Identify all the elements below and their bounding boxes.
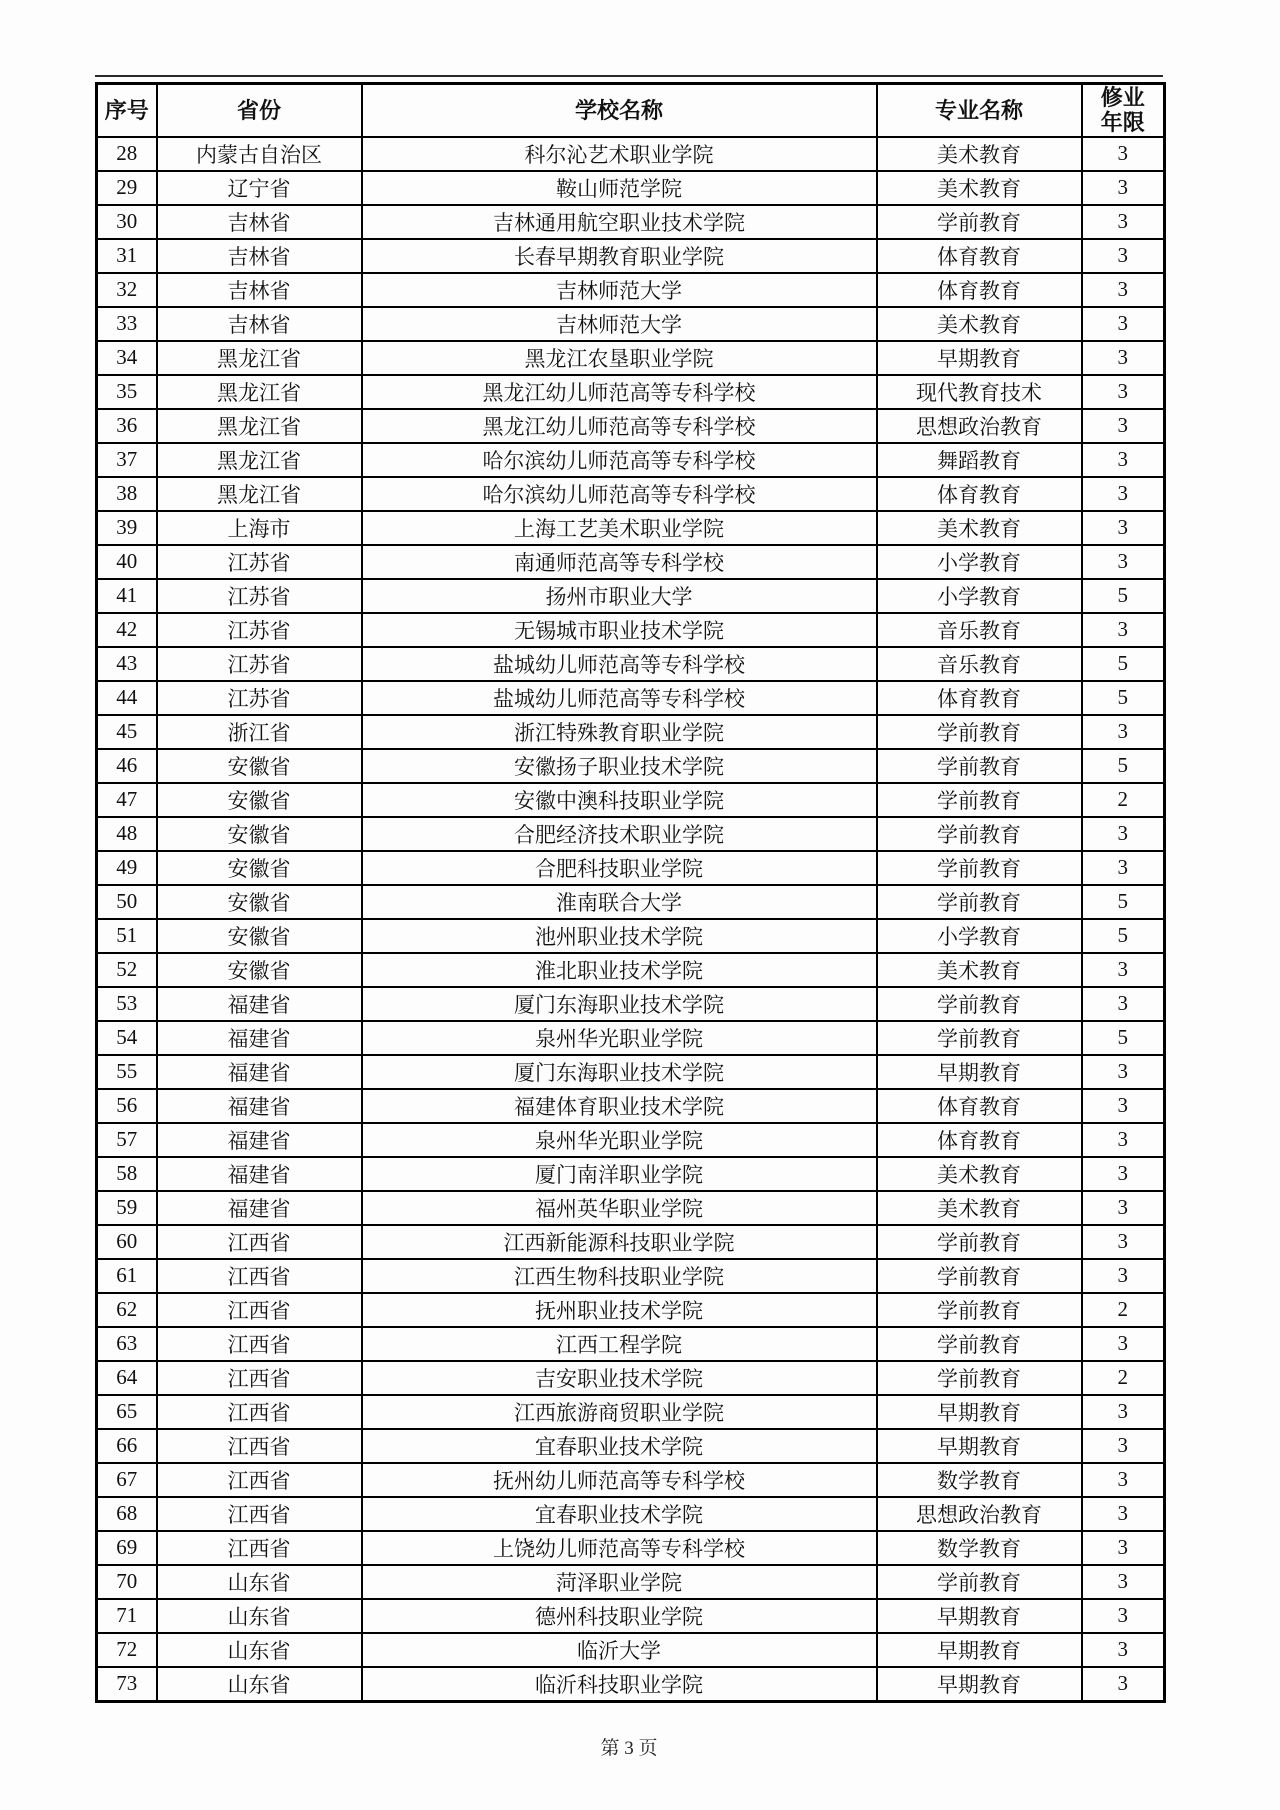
row-index-cell: 60 [97, 1225, 157, 1259]
duration-years-cell: 3 [1082, 409, 1165, 443]
school-name-cell: 宜春职业技术学院 [362, 1497, 877, 1531]
province-cell: 江西省 [157, 1531, 362, 1565]
duration-years-cell: 3 [1082, 1055, 1165, 1089]
school-name-cell: 福州英华职业学院 [362, 1191, 877, 1225]
school-name-cell: 江西生物科技职业学院 [362, 1259, 877, 1293]
major-name-cell: 美术教育 [877, 1191, 1082, 1225]
duration-years-cell: 3 [1082, 1191, 1165, 1225]
major-name-cell: 数学教育 [877, 1531, 1082, 1565]
row-index-cell: 54 [97, 1021, 157, 1055]
province-cell: 上海市 [157, 511, 362, 545]
row-index-cell: 32 [97, 273, 157, 307]
major-name-cell: 小学教育 [877, 545, 1082, 579]
table-row [97, 205, 1165, 239]
province-cell: 黑龙江省 [157, 443, 362, 477]
school-name-cell: 吉林师范大学 [362, 307, 877, 341]
major-name-cell: 学前教育 [877, 715, 1082, 749]
duration-years-cell: 3 [1082, 613, 1165, 647]
school-name-cell: 无锡城市职业技术学院 [362, 613, 877, 647]
table-row [97, 1259, 1165, 1293]
school-name-cell: 黑龙江农垦职业学院 [362, 341, 877, 375]
major-name-cell: 体育教育 [877, 239, 1082, 273]
duration-years-cell: 3 [1082, 341, 1165, 375]
duration-years-cell: 3 [1082, 171, 1165, 205]
row-index-cell: 66 [97, 1429, 157, 1463]
province-cell: 山东省 [157, 1633, 362, 1667]
major-name-cell: 学前教育 [877, 885, 1082, 919]
province-cell: 安徽省 [157, 817, 362, 851]
major-name-cell: 美术教育 [877, 171, 1082, 205]
province-cell: 江西省 [157, 1429, 362, 1463]
school-name-cell: 临沂大学 [362, 1633, 877, 1667]
school-name-cell: 宜春职业技术学院 [362, 1429, 877, 1463]
school-name-cell: 厦门东海职业技术学院 [362, 987, 877, 1021]
duration-years-cell: 3 [1082, 1497, 1165, 1531]
duration-years-cell: 5 [1082, 579, 1165, 613]
major-name-cell: 学前教育 [877, 1293, 1082, 1327]
school-name-cell: 厦门南洋职业学院 [362, 1157, 877, 1191]
province-cell: 江西省 [157, 1395, 362, 1429]
row-index-cell: 31 [97, 239, 157, 273]
major-name-cell: 学前教育 [877, 1565, 1082, 1599]
duration-years-cell: 3 [1082, 1259, 1165, 1293]
duration-years-cell: 5 [1082, 681, 1165, 715]
province-cell: 吉林省 [157, 307, 362, 341]
major-name-cell: 美术教育 [877, 1157, 1082, 1191]
row-index-cell: 37 [97, 443, 157, 477]
school-name-cell: 抚州职业技术学院 [362, 1293, 877, 1327]
table-row [97, 137, 1165, 171]
col-header-province: 省份 [157, 84, 362, 137]
duration-years-cell: 2 [1082, 783, 1165, 817]
row-index-cell: 67 [97, 1463, 157, 1497]
row-index-cell: 71 [97, 1599, 157, 1633]
major-name-cell: 学前教育 [877, 1361, 1082, 1395]
school-name-cell: 南通师范高等专科学校 [362, 545, 877, 579]
province-cell: 安徽省 [157, 749, 362, 783]
major-name-cell: 思想政治教育 [877, 1497, 1082, 1531]
duration-years-cell: 3 [1082, 375, 1165, 409]
province-cell: 福建省 [157, 1123, 362, 1157]
table-row [97, 1633, 1165, 1667]
school-name-cell: 安徽中澳科技职业学院 [362, 783, 877, 817]
major-name-cell: 体育教育 [877, 681, 1082, 715]
province-cell: 山东省 [157, 1565, 362, 1599]
school-name-cell: 福建体育职业技术学院 [362, 1089, 877, 1123]
col-header-duration-label: 修业年限 [1100, 85, 1145, 136]
header-row [97, 84, 1165, 137]
major-name-cell: 早期教育 [877, 1633, 1082, 1667]
duration-years-cell: 5 [1082, 885, 1165, 919]
major-name-cell: 体育教育 [877, 1089, 1082, 1123]
table-row [97, 1089, 1165, 1123]
school-name-cell: 黑龙江幼儿师范高等专科学校 [362, 375, 877, 409]
row-index-cell: 29 [97, 171, 157, 205]
major-name-cell: 数学教育 [877, 1463, 1082, 1497]
province-cell: 黑龙江省 [157, 375, 362, 409]
school-name-cell: 上饶幼儿师范高等专科学校 [362, 1531, 877, 1565]
duration-years-cell: 5 [1082, 919, 1165, 953]
province-cell: 山东省 [157, 1599, 362, 1633]
table-row [97, 715, 1165, 749]
school-name-cell: 上海工艺美术职业学院 [362, 511, 877, 545]
duration-years-cell: 5 [1082, 1021, 1165, 1055]
row-index-cell: 51 [97, 919, 157, 953]
major-name-cell: 现代教育技术 [877, 375, 1082, 409]
major-name-cell: 小学教育 [877, 919, 1082, 953]
province-cell: 江西省 [157, 1361, 362, 1395]
table-row [97, 171, 1165, 205]
row-index-cell: 33 [97, 307, 157, 341]
school-name-cell: 吉安职业技术学院 [362, 1361, 877, 1395]
province-cell: 吉林省 [157, 205, 362, 239]
school-name-cell: 吉林通用航空职业技术学院 [362, 205, 877, 239]
row-index-cell: 57 [97, 1123, 157, 1157]
school-name-cell: 淮南联合大学 [362, 885, 877, 919]
table-row [97, 749, 1165, 783]
province-cell: 安徽省 [157, 885, 362, 919]
duration-years-cell: 3 [1082, 851, 1165, 885]
table-row [97, 1395, 1165, 1429]
table-row [97, 375, 1165, 409]
province-cell: 江苏省 [157, 681, 362, 715]
school-name-cell: 扬州市职业大学 [362, 579, 877, 613]
province-cell: 江西省 [157, 1225, 362, 1259]
school-name-cell: 盐城幼儿师范高等专科学校 [362, 681, 877, 715]
row-index-cell: 28 [97, 137, 157, 171]
table-row [97, 647, 1165, 681]
duration-years-cell: 5 [1082, 647, 1165, 681]
major-name-cell: 学前教育 [877, 817, 1082, 851]
col-header-major-name: 专业名称 [877, 84, 1082, 137]
province-cell: 福建省 [157, 1157, 362, 1191]
province-cell: 辽宁省 [157, 171, 362, 205]
table-row [97, 1463, 1165, 1497]
table-row [97, 1191, 1165, 1225]
province-cell: 江苏省 [157, 579, 362, 613]
row-index-cell: 72 [97, 1633, 157, 1667]
major-name-cell: 早期教育 [877, 1429, 1082, 1463]
duration-years-cell: 3 [1082, 477, 1165, 511]
table-row [97, 477, 1165, 511]
province-cell: 黑龙江省 [157, 341, 362, 375]
school-name-cell: 淮北职业技术学院 [362, 953, 877, 987]
province-cell: 福建省 [157, 1021, 362, 1055]
major-name-cell: 美术教育 [877, 307, 1082, 341]
row-index-cell: 42 [97, 613, 157, 647]
school-name-cell: 厦门东海职业技术学院 [362, 1055, 877, 1089]
row-index-cell: 53 [97, 987, 157, 1021]
major-name-cell: 音乐教育 [877, 613, 1082, 647]
row-index-cell: 44 [97, 681, 157, 715]
row-index-cell: 69 [97, 1531, 157, 1565]
province-cell: 江苏省 [157, 613, 362, 647]
school-name-cell: 科尔沁艺术职业学院 [362, 137, 877, 171]
table-row [97, 273, 1165, 307]
school-major-roster-table [95, 82, 1166, 1703]
row-index-cell: 30 [97, 205, 157, 239]
duration-years-cell: 3 [1082, 817, 1165, 851]
duration-years-cell: 3 [1082, 1089, 1165, 1123]
row-index-cell: 61 [97, 1259, 157, 1293]
school-name-cell: 江西旅游商贸职业学院 [362, 1395, 877, 1429]
row-index-cell: 52 [97, 953, 157, 987]
province-cell: 福建省 [157, 1055, 362, 1089]
province-cell: 江西省 [157, 1327, 362, 1361]
row-index-cell: 49 [97, 851, 157, 885]
table-row [97, 1225, 1165, 1259]
province-cell: 江西省 [157, 1259, 362, 1293]
row-index-cell: 62 [97, 1293, 157, 1327]
duration-years-cell: 3 [1082, 545, 1165, 579]
school-name-cell: 菏泽职业学院 [362, 1565, 877, 1599]
col-header-duration [1082, 84, 1165, 137]
school-name-cell: 泉州华光职业学院 [362, 1021, 877, 1055]
row-index-cell: 35 [97, 375, 157, 409]
major-name-cell: 美术教育 [877, 137, 1082, 171]
table-row [97, 1361, 1165, 1395]
table-row [97, 919, 1165, 953]
major-name-cell: 音乐教育 [877, 647, 1082, 681]
col-header-index: 序号 [97, 84, 157, 137]
table-row [97, 1055, 1165, 1089]
table-row [97, 239, 1165, 273]
col-header-school-name: 学校名称 [362, 84, 877, 137]
duration-years-cell: 3 [1082, 1123, 1165, 1157]
major-name-cell: 体育教育 [877, 273, 1082, 307]
school-name-cell: 德州科技职业学院 [362, 1599, 877, 1633]
major-name-cell: 学前教育 [877, 851, 1082, 885]
table-row [97, 1157, 1165, 1191]
row-index-cell: 40 [97, 545, 157, 579]
province-cell: 江苏省 [157, 647, 362, 681]
major-name-cell: 舞蹈教育 [877, 443, 1082, 477]
table-body [97, 137, 1165, 1702]
school-name-cell: 江西新能源科技职业学院 [362, 1225, 877, 1259]
school-name-cell: 浙江特殊教育职业学院 [362, 715, 877, 749]
duration-years-cell: 3 [1082, 443, 1165, 477]
duration-years-cell: 3 [1082, 1225, 1165, 1259]
major-name-cell: 美术教育 [877, 953, 1082, 987]
school-name-cell: 哈尔滨幼儿师范高等专科学校 [362, 443, 877, 477]
row-index-cell: 50 [97, 885, 157, 919]
major-name-cell: 学前教育 [877, 205, 1082, 239]
duration-years-cell: 3 [1082, 1531, 1165, 1565]
duration-years-cell: 3 [1082, 1633, 1165, 1667]
table-row [97, 783, 1165, 817]
table-row [97, 885, 1165, 919]
table-row [97, 681, 1165, 715]
major-name-cell: 学前教育 [877, 987, 1082, 1021]
row-index-cell: 64 [97, 1361, 157, 1395]
row-index-cell: 56 [97, 1089, 157, 1123]
table-top-rule [95, 75, 1163, 77]
row-index-cell: 46 [97, 749, 157, 783]
province-cell: 黑龙江省 [157, 409, 362, 443]
major-name-cell: 美术教育 [877, 511, 1082, 545]
province-cell: 江苏省 [157, 545, 362, 579]
major-name-cell: 早期教育 [877, 1599, 1082, 1633]
province-cell: 内蒙古自治区 [157, 137, 362, 171]
row-index-cell: 59 [97, 1191, 157, 1225]
school-name-cell: 合肥经济技术职业学院 [362, 817, 877, 851]
table-row [97, 1429, 1165, 1463]
duration-years-cell: 3 [1082, 1429, 1165, 1463]
duration-years-cell: 2 [1082, 1293, 1165, 1327]
row-index-cell: 36 [97, 409, 157, 443]
school-name-cell: 安徽扬子职业技术学院 [362, 749, 877, 783]
school-name-cell: 合肥科技职业学院 [362, 851, 877, 885]
major-name-cell: 学前教育 [877, 783, 1082, 817]
major-name-cell: 学前教育 [877, 1021, 1082, 1055]
school-name-cell: 江西工程学院 [362, 1327, 877, 1361]
table-row [97, 409, 1165, 443]
duration-years-cell: 3 [1082, 1395, 1165, 1429]
table-row [97, 579, 1165, 613]
row-index-cell: 38 [97, 477, 157, 511]
major-name-cell: 学前教育 [877, 1225, 1082, 1259]
duration-years-cell: 3 [1082, 953, 1165, 987]
duration-years-cell: 3 [1082, 1565, 1165, 1599]
row-index-cell: 70 [97, 1565, 157, 1599]
table-row [97, 1565, 1165, 1599]
major-name-cell: 早期教育 [877, 341, 1082, 375]
province-cell: 福建省 [157, 987, 362, 1021]
school-name-cell: 鞍山师范学院 [362, 171, 877, 205]
province-cell: 江西省 [157, 1497, 362, 1531]
table-row [97, 545, 1165, 579]
school-name-cell: 抚州幼儿师范高等专科学校 [362, 1463, 877, 1497]
table-row [97, 341, 1165, 375]
province-cell: 吉林省 [157, 273, 362, 307]
duration-years-cell: 3 [1082, 1327, 1165, 1361]
major-name-cell: 体育教育 [877, 1123, 1082, 1157]
row-index-cell: 47 [97, 783, 157, 817]
school-name-cell: 哈尔滨幼儿师范高等专科学校 [362, 477, 877, 511]
province-cell: 安徽省 [157, 953, 362, 987]
table-row [97, 443, 1165, 477]
duration-years-cell: 3 [1082, 205, 1165, 239]
major-name-cell: 早期教育 [877, 1055, 1082, 1089]
row-index-cell: 45 [97, 715, 157, 749]
province-cell: 山东省 [157, 1667, 362, 1702]
table-row [97, 511, 1165, 545]
row-index-cell: 73 [97, 1667, 157, 1702]
duration-years-cell: 3 [1082, 715, 1165, 749]
duration-years-cell: 3 [1082, 273, 1165, 307]
table-row [97, 1531, 1165, 1565]
table-row [97, 1021, 1165, 1055]
row-index-cell: 34 [97, 341, 157, 375]
province-cell: 浙江省 [157, 715, 362, 749]
row-index-cell: 55 [97, 1055, 157, 1089]
province-cell: 江西省 [157, 1293, 362, 1327]
table-row [97, 817, 1165, 851]
province-cell: 安徽省 [157, 783, 362, 817]
duration-years-cell: 3 [1082, 987, 1165, 1021]
major-name-cell: 学前教育 [877, 749, 1082, 783]
duration-years-cell: 3 [1082, 1463, 1165, 1497]
province-cell: 吉林省 [157, 239, 362, 273]
province-cell: 安徽省 [157, 851, 362, 885]
school-name-cell: 盐城幼儿师范高等专科学校 [362, 647, 877, 681]
school-name-cell: 黑龙江幼儿师范高等专科学校 [362, 409, 877, 443]
duration-years-cell: 3 [1082, 1667, 1165, 1702]
duration-years-cell: 2 [1082, 1361, 1165, 1395]
table-row [97, 987, 1165, 1021]
table-row [97, 1293, 1165, 1327]
row-index-cell: 63 [97, 1327, 157, 1361]
duration-years-cell: 3 [1082, 1157, 1165, 1191]
school-name-cell: 临沂科技职业学院 [362, 1667, 877, 1702]
table-row [97, 1599, 1165, 1633]
table-row [97, 613, 1165, 647]
major-name-cell: 学前教育 [877, 1327, 1082, 1361]
province-cell: 福建省 [157, 1089, 362, 1123]
row-index-cell: 39 [97, 511, 157, 545]
row-index-cell: 41 [97, 579, 157, 613]
table-row [97, 1123, 1165, 1157]
school-name-cell: 池州职业技术学院 [362, 919, 877, 953]
page-number: 第 3 页 [600, 1738, 658, 1759]
school-name-cell: 泉州华光职业学院 [362, 1123, 877, 1157]
major-name-cell: 学前教育 [877, 1259, 1082, 1293]
major-name-cell: 早期教育 [877, 1395, 1082, 1429]
row-index-cell: 43 [97, 647, 157, 681]
table-row [97, 1327, 1165, 1361]
duration-years-cell: 5 [1082, 749, 1165, 783]
table-row [97, 953, 1165, 987]
province-cell: 江西省 [157, 1463, 362, 1497]
row-index-cell: 68 [97, 1497, 157, 1531]
duration-years-cell: 3 [1082, 1599, 1165, 1633]
duration-years-cell: 3 [1082, 511, 1165, 545]
province-cell: 福建省 [157, 1191, 362, 1225]
duration-years-cell: 3 [1082, 137, 1165, 171]
duration-years-cell: 3 [1082, 239, 1165, 273]
school-name-cell: 吉林师范大学 [362, 273, 877, 307]
duration-years-cell: 3 [1082, 307, 1165, 341]
major-name-cell: 思想政治教育 [877, 409, 1082, 443]
table-row [97, 307, 1165, 341]
table-row [97, 1497, 1165, 1531]
row-index-cell: 65 [97, 1395, 157, 1429]
school-name-cell: 长春早期教育职业学院 [362, 239, 877, 273]
province-cell: 安徽省 [157, 919, 362, 953]
table-row [97, 1667, 1165, 1702]
major-name-cell: 体育教育 [877, 477, 1082, 511]
row-index-cell: 48 [97, 817, 157, 851]
province-cell: 黑龙江省 [157, 477, 362, 511]
table-row [97, 851, 1165, 885]
major-name-cell: 小学教育 [877, 579, 1082, 613]
major-name-cell: 早期教育 [877, 1667, 1082, 1702]
row-index-cell: 58 [97, 1157, 157, 1191]
